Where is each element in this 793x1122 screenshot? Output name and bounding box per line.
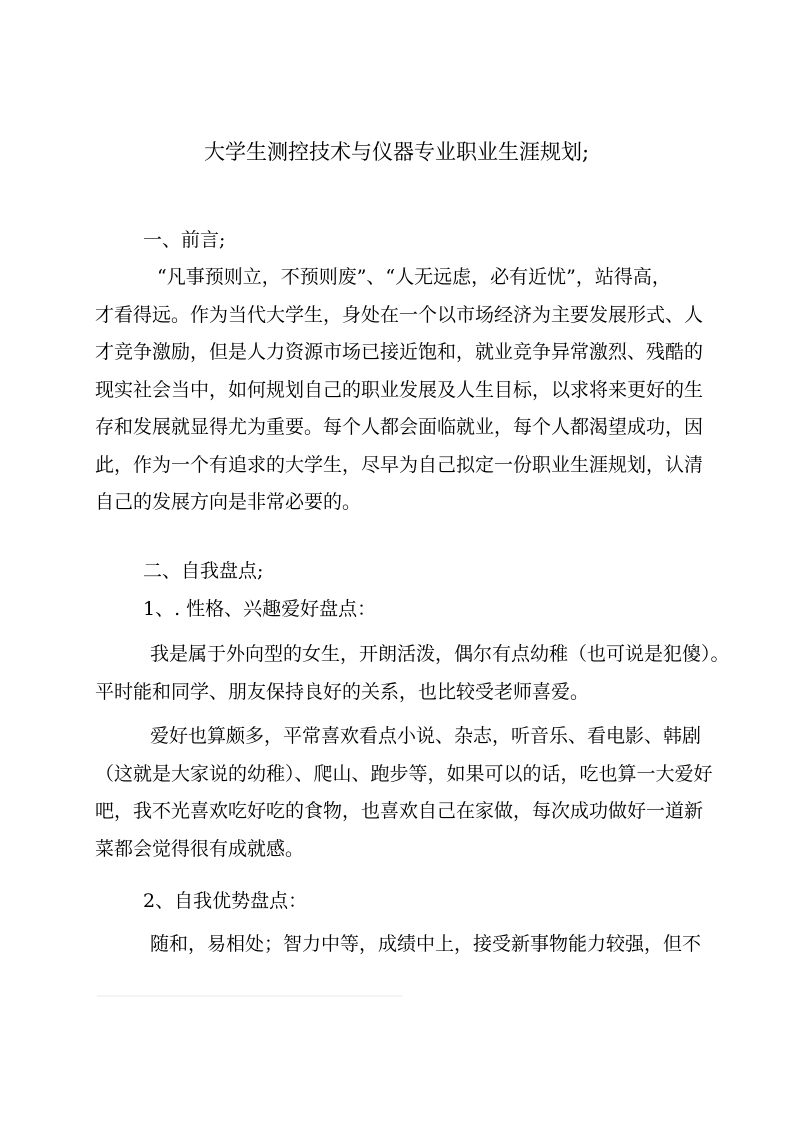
personality-line-2: 平时能和同学、朋友保持良好的关系，也比较受老师喜爱。 <box>95 680 590 703</box>
personality-paragraph <box>95 636 730 711</box>
preface-line-1: “凡事预则立，不预则废”、“人无远虑，必有近忧”，站得高， <box>157 266 671 288</box>
hobby-line-1: 爱好也算颇多，平常喜欢看点小说、杂志，听音乐、看电影、韩剧 <box>150 725 702 747</box>
preface-line-5: 存和发展就显得尤为重要。每个人都会面临就业，每个人都渴望成功，因 <box>95 416 704 438</box>
faint-divider <box>97 995 402 997</box>
self-heading: 二、自我盘点; <box>143 560 264 582</box>
preface-line-2: 才看得远。作为当代大学生，身处在一个以市场经济为主要发展形式、人 <box>95 303 704 326</box>
strength-paragraph <box>95 926 700 964</box>
personality-line-1: 我是属于外向型的女生，开朗活泼，偶尔有点幼稚（也可说是犯傻）。 <box>150 643 730 665</box>
preface-paragraph <box>95 259 704 522</box>
personality-heading: 1、. 性格、兴趣爱好盘点： <box>143 598 377 620</box>
preface-line-6: 此，作为一个有追求的大学生，尽早为自己拟定一份职业生涯规划，认清 <box>95 453 704 476</box>
preface-line-7: 自己的发展方向是非常必要的。 <box>95 491 362 513</box>
strength-line-1: 随和，易相处；智力中等，成绩中上，接受新事物能力较强，但不 <box>150 933 702 955</box>
hobby-paragraph <box>95 718 713 868</box>
preface-line-3: 才竞争激励，但是人力资源市场已接近饱和，就业竞争异常激烈、残酷的 <box>95 341 704 363</box>
hobby-line-4: 菜都会觉得很有成就感。 <box>95 837 305 860</box>
hobby-line-2: （这就是大家说的幼稚）、爬山、跑步等，如果可以的话，吃也算一大爱好 <box>95 762 713 785</box>
hobby-line-3: 吧，我不光喜欢吃好吃的食物，也喜欢自己在家做，每次成功做好一道新 <box>95 800 704 822</box>
strength-heading: 2、自我优势盘点： <box>143 890 308 912</box>
document-title: 大学生测控技术与仪器专业职业生涯规划; <box>203 140 590 164</box>
preface-heading: 一、前言; <box>143 229 226 251</box>
preface-line-4: 现实社会当中，如何规划自己的职业发展及人生目标，以求将来更好的生 <box>95 378 704 401</box>
